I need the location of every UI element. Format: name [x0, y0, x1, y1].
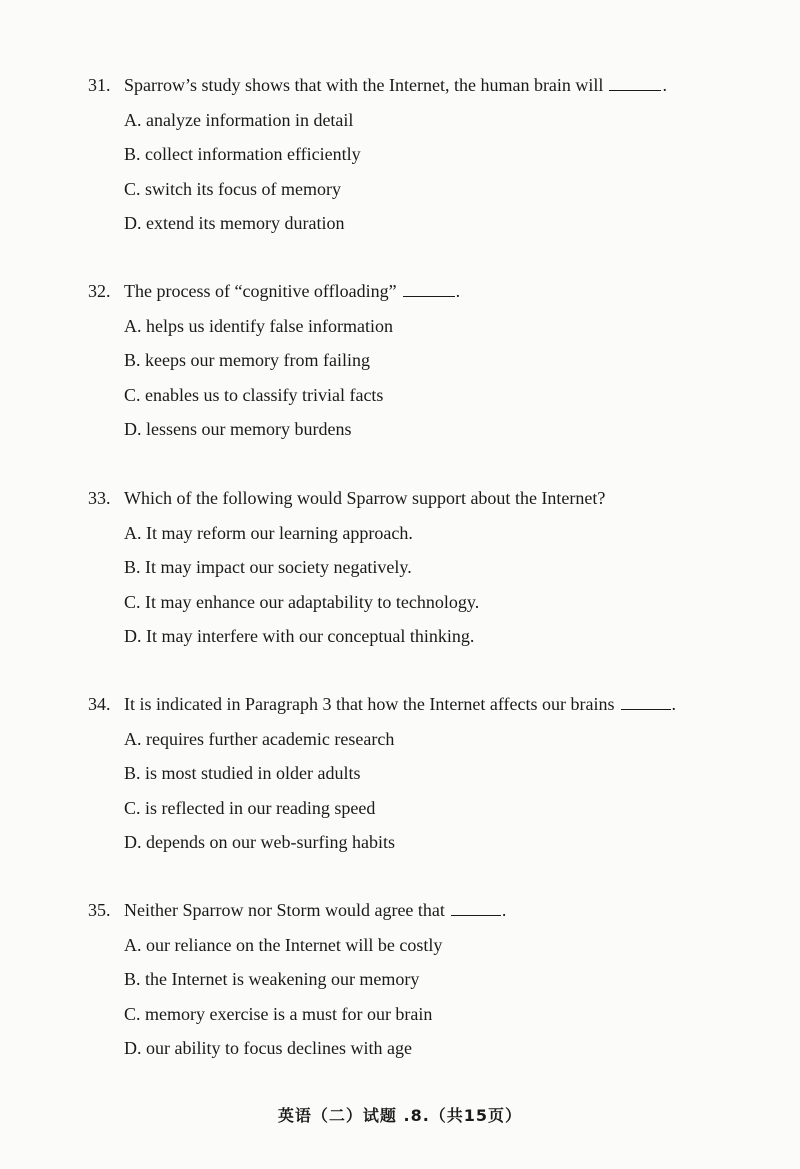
question-stem [88, 899, 748, 921]
option-c: C. memory exercise is a must for our brain [124, 1003, 433, 1024]
blank-end: . [501, 900, 507, 920]
answer-blank [621, 693, 671, 710]
option-c: C. enables us to classify trivial facts [124, 384, 384, 405]
option-d: D. extend its memory duration [124, 213, 345, 233]
option-c: C. switch its focus of memory [124, 178, 341, 199]
option-b: B. the Internet is weakening our memory [124, 969, 420, 989]
option-a: A. requires further academic research [124, 728, 395, 749]
option-a: A. helps us identify false information [124, 315, 393, 336]
blank-end: . [455, 281, 461, 301]
question-31 [88, 74, 748, 234]
question-number: 35. [88, 900, 111, 920]
options-list [88, 315, 748, 441]
options-list [88, 934, 748, 1060]
question-text: Which of the following would Sparrow support about the Internet? [124, 488, 606, 508]
option-b: B. It may impact our society negatively. [124, 557, 412, 577]
question-34 [88, 693, 748, 853]
option-a: A. analyze information in detail [124, 109, 354, 130]
question-text: The process of “cognitive offloading” [124, 281, 397, 301]
option-d: D. our ability to focus declines with age [124, 1038, 412, 1058]
question-stem [88, 280, 748, 302]
options-list [88, 522, 748, 648]
question-stem [88, 74, 748, 96]
question-stem [88, 693, 748, 715]
option-d: D. It may interfere with our conceptual thinking. [124, 626, 475, 646]
option-c: C. It may enhance our adaptability to technology. [124, 591, 480, 612]
option-b: B. collect information efficiently [124, 144, 361, 164]
option-b: B. is most studied in older adults [124, 763, 361, 783]
answer-blank [451, 899, 501, 916]
question-number: 34. [88, 694, 111, 714]
question-text: Neither Sparrow nor Storm would agree that [124, 900, 445, 920]
question-stem [88, 487, 748, 509]
blank-end: . [662, 75, 667, 95]
options-list [88, 109, 748, 235]
question-text: It is indicated in Paragraph 3 that how the Internet affects our brains [124, 694, 615, 714]
blank-end: . [671, 694, 677, 714]
question-number: 33. [88, 488, 111, 508]
question-32 [88, 280, 748, 440]
option-a: A. our reliance on the Internet will be costly [124, 934, 443, 955]
question-number: 32. [88, 281, 111, 301]
options-list [88, 728, 748, 854]
question-33 [88, 487, 748, 647]
option-c: C. is reflected in our reading speed [124, 797, 376, 818]
option-b: B. keeps our memory from failing [124, 350, 370, 370]
page-footer: 英语（二）试题 .8.（共15页） [277, 1106, 523, 1125]
option-a: A. It may reform our learning approach. [124, 522, 413, 543]
answer-blank [403, 280, 455, 297]
question-number: 31. [88, 75, 111, 95]
option-d: D. lessens our memory burdens [124, 419, 352, 439]
question-35 [88, 899, 748, 1059]
option-d: D. depends on our web-surfing habits [124, 832, 395, 852]
answer-blank [609, 74, 661, 91]
question-text: Sparrow’s study shows that with the Internet, the human brain will [124, 75, 604, 95]
